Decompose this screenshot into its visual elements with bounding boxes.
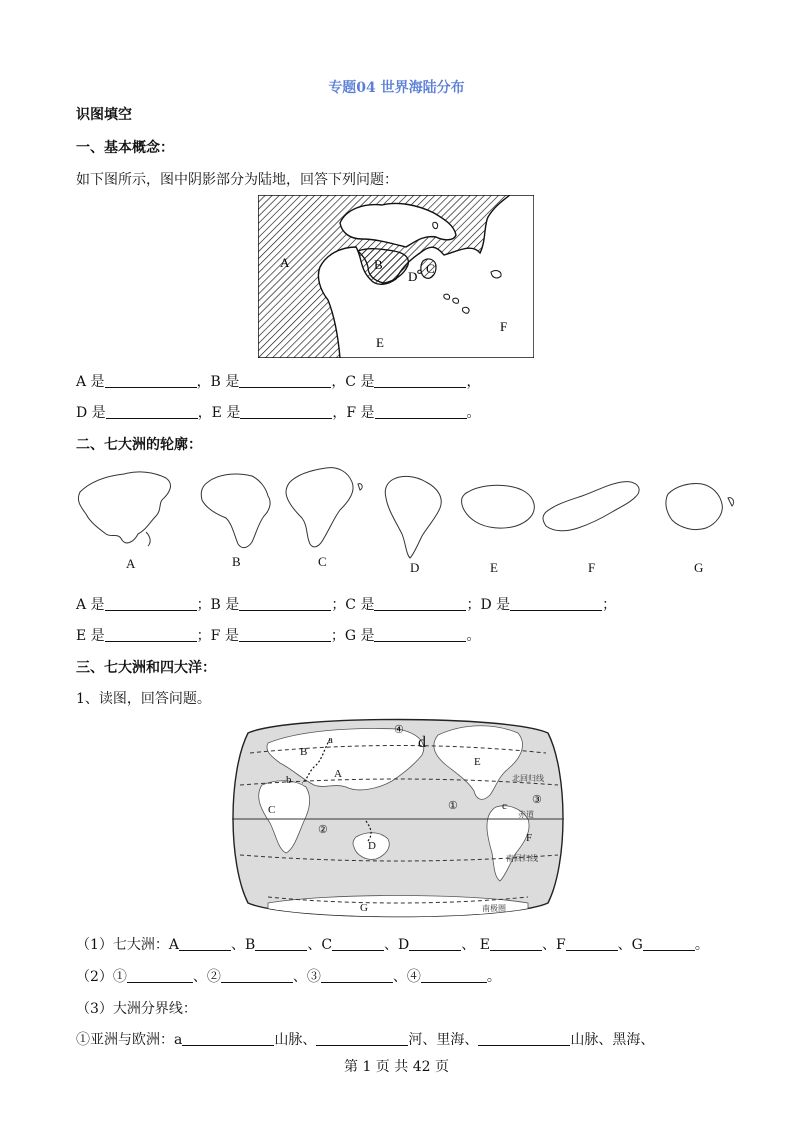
answer-blank[interactable] (321, 968, 393, 983)
answer-blank[interactable] (316, 1031, 408, 1046)
outline-europe (543, 482, 639, 531)
world-label-c: C (268, 804, 276, 816)
answer-blank[interactable] (375, 404, 467, 419)
map1-label-b: B (374, 257, 383, 272)
page-footer: 第 1 页 共 42 页 (344, 1059, 449, 1075)
world-map (228, 713, 568, 923)
answer-blank[interactable] (490, 936, 542, 951)
point-label-d: d (418, 734, 426, 751)
section1-question-row1: A 是 ，B 是 ，C 是 ， (76, 374, 481, 390)
section2-question-row1: A 是 ；B 是 ；C 是 ；D 是 ； (76, 597, 617, 613)
answer-blank[interactable] (478, 1031, 570, 1046)
section2-heading: 二、七大洲的轮廓： (76, 437, 202, 453)
answer-blank[interactable] (240, 404, 332, 419)
section3-sub3: （3）大洲分界线： (76, 1001, 197, 1017)
answer-blank[interactable] (179, 936, 231, 951)
outline-label-f: F (588, 560, 596, 575)
world-label-a: A (334, 768, 342, 780)
answer-blank[interactable] (510, 596, 602, 611)
section3-heading: 三、七大洲和四大洋： (76, 660, 216, 676)
world-label-b: B (300, 746, 308, 758)
map1-label-f: F (500, 319, 508, 334)
land-sea-map-figure (258, 195, 534, 358)
outline-label-g: G (694, 560, 704, 575)
answer-blank[interactable] (105, 627, 197, 642)
outline-label-e: E (490, 560, 498, 575)
outline-africa (201, 474, 270, 548)
section3-sub2: （2）① 、② 、③ 、④ 。 (76, 969, 501, 985)
point-label-b: b (286, 774, 292, 786)
map1-label-a: A (280, 255, 290, 270)
answer-blank[interactable] (255, 936, 307, 951)
answer-blank[interactable] (239, 596, 331, 611)
land-sea-map (258, 195, 534, 358)
answer-blank[interactable] (332, 936, 384, 951)
answer-blank[interactable] (643, 936, 695, 951)
continent-outlines (76, 462, 740, 580)
section-heading-map-fill: 识图填空 (76, 107, 132, 123)
answer-blank[interactable] (566, 936, 618, 951)
answer-blank[interactable] (105, 596, 197, 611)
map1-label-e: E (376, 335, 384, 350)
outline-south-america (385, 476, 441, 558)
answer-blank[interactable] (374, 596, 466, 611)
map1-label-c: C (426, 261, 435, 276)
outline-label-b: B (232, 554, 241, 569)
ocean-label-3: ③ (532, 794, 542, 806)
answer-blank[interactable] (127, 968, 193, 983)
world-label-e: E (474, 756, 481, 768)
ocean-label-2: ② (318, 824, 328, 836)
outline-north-america (286, 468, 353, 547)
world-map-figure (228, 713, 568, 923)
line-label-tropic-capricorn: 南回归线 (506, 854, 538, 863)
section3-question1: 1、读图，回答问题。 (76, 691, 211, 707)
world-label-f: F (526, 832, 533, 844)
answer-blank[interactable] (106, 404, 198, 419)
answer-blank[interactable] (221, 968, 293, 983)
outline-asia (78, 472, 170, 543)
line-label-tropic-cancer: 北回归线 (512, 774, 544, 783)
world-label-g: G (360, 902, 368, 914)
section3-sub1: （1）七大洲：A 、B 、C 、D 、 E 、F 、G 。 (76, 937, 709, 953)
outline-antarctica (462, 485, 535, 528)
answer-blank[interactable] (239, 627, 331, 642)
world-label-d: D (368, 840, 376, 852)
page-title: 专题04 世界海陆分布 (328, 80, 465, 96)
ocean-label-1: ① (448, 800, 458, 812)
section1-question-row2: D 是 ，E 是 ，F 是 。 (76, 405, 481, 421)
answer-blank[interactable] (421, 968, 487, 983)
point-label-c: c (502, 800, 507, 812)
outline-label-c: C (318, 554, 327, 569)
section1-intro: 如下图所示，图中阴影部分为陆地，回答下列问题： (76, 172, 398, 188)
answer-blank[interactable] (182, 1031, 274, 1046)
answer-blank[interactable] (374, 373, 466, 388)
section2-question-row2: E 是 ；F 是 ；G 是 。 (76, 628, 481, 644)
answer-blank[interactable] (374, 627, 466, 642)
ocean-label-4: ④ (394, 724, 404, 736)
section1-heading: 一、基本概念： (76, 140, 174, 156)
line-label-equator: 赤道 (518, 810, 534, 819)
answer-blank[interactable] (409, 936, 461, 951)
outline-label-a: A (126, 556, 136, 571)
line-label-antarctic-circle: 南极圈 (482, 904, 506, 913)
answer-blank[interactable] (105, 373, 197, 388)
map1-label-d: D (408, 269, 418, 284)
answer-blank[interactable] (239, 373, 331, 388)
continent-outlines-figure (76, 462, 740, 580)
outline-oceania (666, 483, 722, 529)
section3-sub3-line: ①亚洲与欧洲：a 山脉、 河、里海、 山脉、黑海、 (76, 1032, 655, 1048)
outline-label-d: D (410, 560, 420, 575)
point-label-a: a (328, 734, 333, 746)
